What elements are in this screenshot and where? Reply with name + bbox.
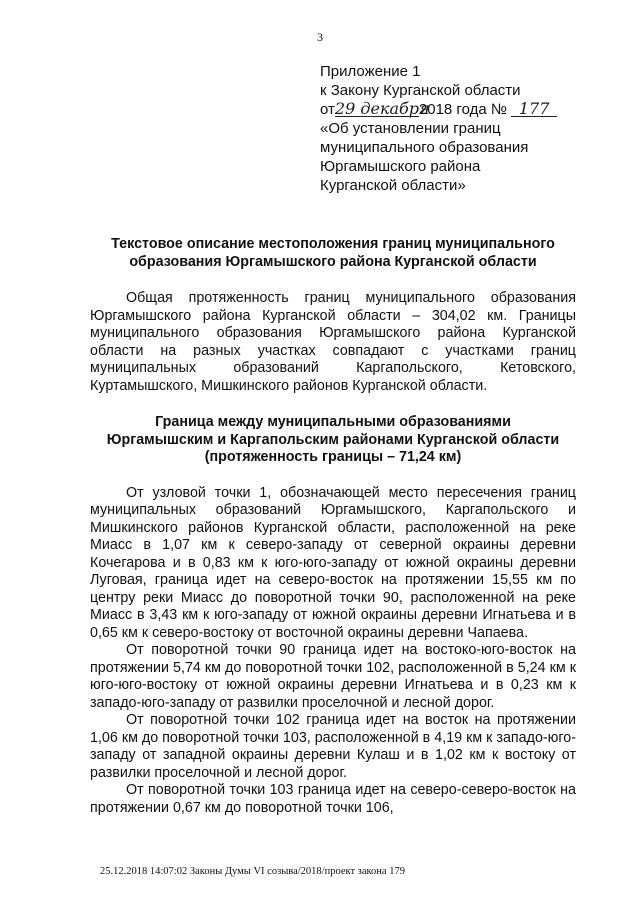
section-heading [90,414,576,467]
footer-stamp: 25.12.2018 14:07:02 Законы Думы VI созыва/2018/проект закона 179 [100,866,405,877]
section-paragraph-2: От поворотной точки 90 граница идет на востоко-юго-восток на протяжении 5,74 км до поворотной точки 102, расположенной в 5,24 км к юго-юго-востоку от южной окраины деревни Игнатьева и в 0,23 км к западо-юго-западу от развилки проселочной и лесной дорог. [90,642,576,711]
title-line-1: Текстовое описание местоположения границ муниципального [111,236,555,252]
appendix-line-1: Приложение 1 [320,63,421,80]
page-number: 3 [317,30,323,44]
appendix-line-2: к Закону Курганской области [320,82,521,99]
handwritten-law-number: 177 [511,102,557,117]
appendix-from-label: от [320,101,335,118]
section-heading-line-2: Юргамышским и Каргапольским районами Курганской области [106,431,560,448]
appendix-line-3 [320,100,620,119]
section-heading-line-3: (протяженность границы – 71,24 км) [204,449,462,465]
document-body [90,236,576,817]
appendix-line-4: «Об установлении границ [320,120,501,137]
title-line-2: образования Юргамышского района Курганской области [129,253,537,270]
appendix-line-7: Курганской области» [320,177,466,194]
handwritten-date: 29 декабря [334,99,430,118]
appendix-year-label: 2018 года № [418,101,507,118]
appendix-line-5: муниципального образования [320,139,529,156]
appendix-line-6: Юргамышского района [320,158,481,175]
document-title [90,236,576,271]
section-paragraph-1: От узловой точки 1, обозначающей место пересечения границ муниципальных образований Юргамышского, Каргапольского и Мишкинского районов Курганской области, расположенной на реке Миасс в 1,07 км к северо-западу от северной окраины деревни Кочегарова и в 0,83 км к юго-юго-западу от южной окраины деревни Луговая, граница идет на северо-восток на протяжении 15,55 км по центру реки Миасс до поворотной точки 90, расположенной на реке Миасс в 3,43 км к юго-западу от южной окраины деревни Игнатьева и в 0,65 км к северо-востоку от восточной окраины деревни Чапаева. [90,484,576,641]
appendix-block [320,62,620,195]
intro-paragraph: Общая протяженность границ муниципального образования Юргамышского района Курганской области – 304,02 км. Границы муниципального образования Юргамышского района Курганской области на разных участках совпадают с участками границ муниципальных образований Каргапольского, Кетовского, Куртамышского, Мишкинского районов Курганской области. [90,290,576,394]
section-paragraph-3: От поворотной точки 102 граница идет на восток на протяжении 1,06 км до поворотной точки 103, расположенной в 4,19 км к западо-юго-западу от западной окраины деревни Кулаш и в 1,02 км к востоку от развилки проселочной и лесной дорог. [90,712,576,781]
section-paragraph-4: От поворотной точки 103 граница идет на северо-северо-восток на протяжении 0,67 км до поворотной точки 106, [90,782,576,816]
section-heading-line-1: Граница между муниципальными образованиями [155,414,511,430]
